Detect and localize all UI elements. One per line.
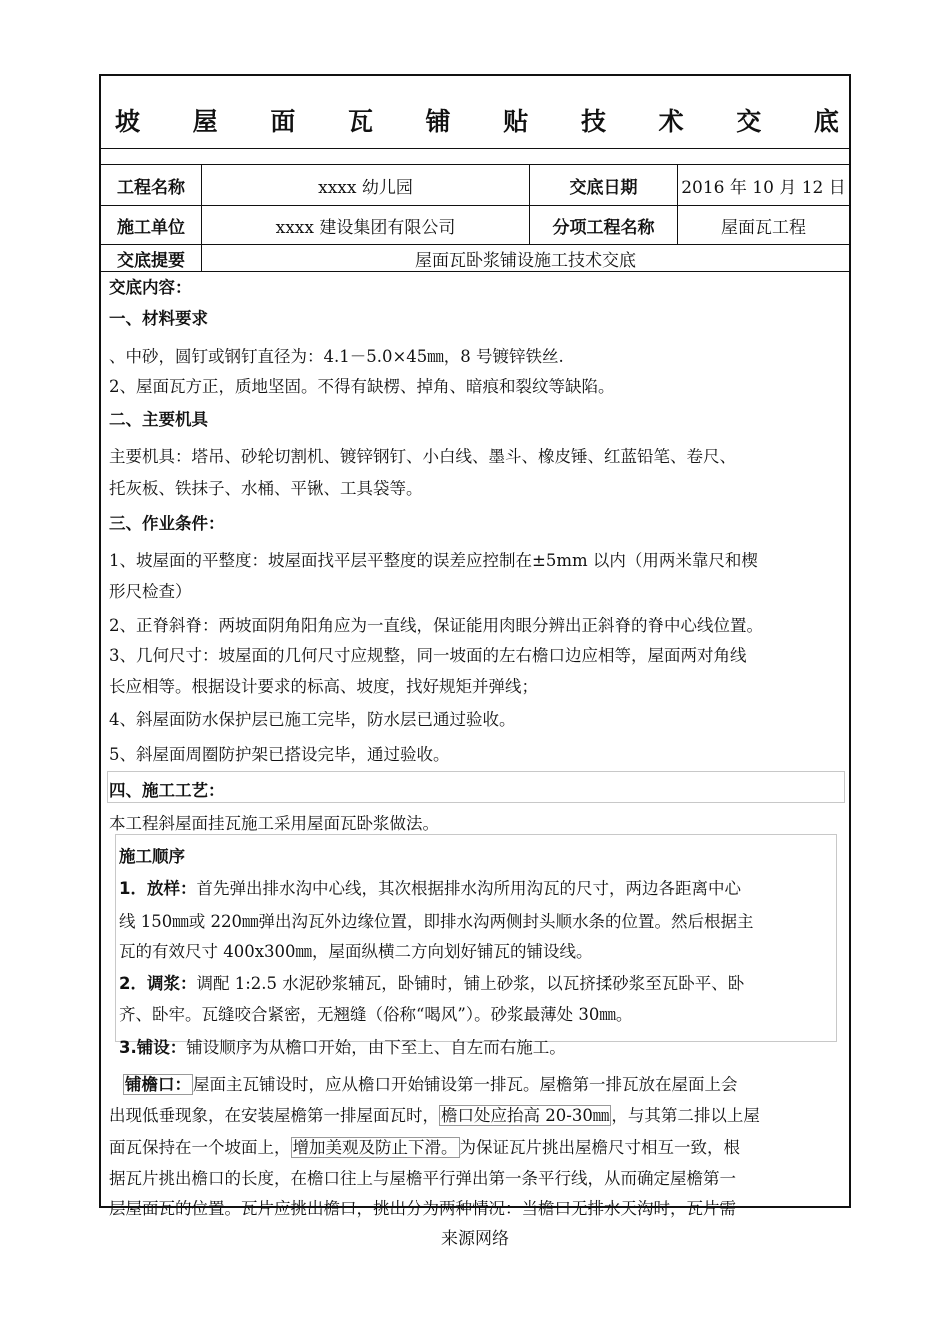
- eave-highlight: 增加美观及防止下滑。: [292, 1138, 458, 1157]
- subproject: 屋面瓦工程: [721, 217, 806, 238]
- step-1-line: 线 150㎜或 220㎜弹出沟瓦外边缘位置，即排水沟两侧封头顺水条的位置。然后根据主: [119, 912, 754, 931]
- section-1-line: 2、屋面瓦方正，质地坚固。不得有缺楞、掉角、暗痕和裂纹等缺陷。: [109, 377, 615, 396]
- project-name: xxxx 幼儿园: [202, 165, 530, 205]
- document-frame: [99, 74, 851, 1218]
- step-1-line: [119, 875, 741, 899]
- section-1-title: 一、材料要求: [109, 309, 208, 328]
- eave-highlight: 檐口处应抬高 20-30㎜: [441, 1106, 610, 1125]
- step-2-text: 调配 1:2.5 水泥砂浆辅瓦，卧铺时，铺上砂浆，以瓦挤揉砂浆至瓦卧平、卧: [196, 974, 745, 993]
- section-2-title: 二、主要机具: [109, 410, 208, 429]
- section-3-line: 1、坡屋面的平整度：坡屋面找平层平整度的误差应控制在±5mm 以内（用两米靠尺和楔: [109, 551, 758, 570]
- eave-line: 层屋面瓦的位置。瓦片应挑出檐口，挑出分为两种情况：当檐口无排水天沟时，瓦片需: [109, 1199, 736, 1218]
- section-1-line: 、中砂，圆钉或钢钉直径为：4.1－5.0×45㎜，8 号镀锌铁丝.: [109, 347, 564, 366]
- unit: xxxx 建设集团有限公司: [202, 206, 530, 244]
- section-2-line: 主要机具：塔吊、砂轮切割机、镀锌钢钉、小白线、墨斗、橡皮锤、红蓝铅笔、卷尺、: [109, 447, 736, 466]
- title-char: 铺: [425, 107, 451, 136]
- step-2-label: 2．调浆：: [119, 974, 197, 993]
- summary-label: 交底提要: [101, 245, 202, 271]
- footer-source: 来源网络: [441, 1229, 509, 1249]
- step-3-label: 3.铺设：: [119, 1038, 187, 1057]
- step-1-label: 1．放样：: [119, 879, 197, 898]
- unit-label: 施工单位: [101, 206, 202, 244]
- header-row-1: [101, 165, 849, 206]
- section-3-line: 2、正脊斜脊：两坡面阴角阳角应为一直线，保证能用肉眼分辨出正斜脊的脊中心线位置。: [109, 616, 763, 635]
- title-char: 贴: [503, 107, 529, 136]
- title-char: 交: [736, 107, 762, 136]
- section-2-line: 托灰板、铁抹子、水桶、平锹、工具袋等。: [109, 479, 423, 498]
- title-char: 屋: [192, 107, 218, 136]
- title-rule: [101, 148, 849, 149]
- step-3-line: [119, 1034, 566, 1058]
- date: 2016 年 10 月 12 日: [681, 177, 846, 198]
- eave-text: 面瓦保持在一个坡面上，: [109, 1138, 291, 1157]
- section-3-title: 三、作业条件：: [109, 514, 225, 533]
- title-char: 术: [658, 107, 684, 136]
- project-name-label: 工程名称: [101, 165, 202, 205]
- summary: 屋面瓦卧浆铺设施工技术交底: [415, 250, 636, 271]
- step-2-line: [119, 970, 744, 994]
- date-label: 交底日期: [530, 165, 678, 205]
- eave-text: ，与其第二排以上屋: [611, 1106, 760, 1125]
- section-3-line: 长应相等。根据设计要求的标高、坡度，找好规矩并弹线；: [109, 677, 538, 696]
- eave-text: 出现低垂现象，在安装屋檐第一排屋面瓦时，: [109, 1106, 439, 1125]
- step-2-line: 齐、卧牢。瓦缝咬合紧密，无翘缝（俗称“喝风”）。砂浆最薄处 30㎜。: [119, 1005, 633, 1024]
- eave-label: 铺檐口：: [125, 1075, 191, 1094]
- section-4-line: 本工程斜屋面挂瓦施工采用屋面瓦卧浆做法。: [109, 814, 439, 833]
- header-row-3: [101, 245, 849, 272]
- sequence-title: 施工顺序: [119, 847, 185, 866]
- section-3-line: 4、斜屋面防水保护层已施工完毕，防水层已通过验收。: [109, 710, 516, 729]
- title-char: 面: [270, 107, 296, 136]
- title-char: 技: [580, 107, 606, 136]
- step-1-text: 首先弹出排水沟中心线，其次根据排水沟所用沟瓦的尺寸，两边各距离中心: [196, 879, 741, 898]
- title-char: 坡: [115, 107, 141, 136]
- section-3-line: 形尺检查）: [109, 582, 192, 601]
- section-3-line: 5、斜屋面周圈防护架已搭设完毕，通过验收。: [109, 745, 450, 764]
- title-char: 底: [813, 107, 839, 136]
- section-3-line: 3、几何尺寸：坡屋面的几何尺寸应规整，同一坡面的左右檐口边应相等，屋面两对角线: [109, 646, 747, 665]
- header-row-2: [101, 206, 849, 245]
- subproject-label: 分项工程名称: [530, 206, 678, 244]
- title-char: 瓦: [347, 107, 373, 136]
- content-intro: 交底内容：: [109, 278, 192, 297]
- step-1-line: 瓦的有效尺寸 400x300㎜，屋面纵横二方向划好铺瓦的铺设线。: [119, 942, 593, 961]
- eave-line: [109, 1102, 760, 1126]
- eave-line: [123, 1071, 738, 1095]
- eave-line: [109, 1134, 740, 1158]
- eave-text: 屋面主瓦铺设时，应从檐口开始铺设第一排瓦。屋檐第一排瓦放在屋面上会: [193, 1075, 738, 1094]
- document-title: [101, 76, 849, 164]
- section-4-title: 四、施工工艺：: [109, 781, 225, 800]
- eave-text: 为保证瓦片挑出屋檐尺寸相互一致，根: [459, 1138, 740, 1157]
- eave-line: 据瓦片挑出檐口的长度，在檐口往上与屋檐平行弹出第一条平行线，从而确定屋檐第一: [109, 1169, 736, 1188]
- step-3-text: 铺设顺序为从檐口开始，由下至上、自左而右施工。: [186, 1038, 566, 1057]
